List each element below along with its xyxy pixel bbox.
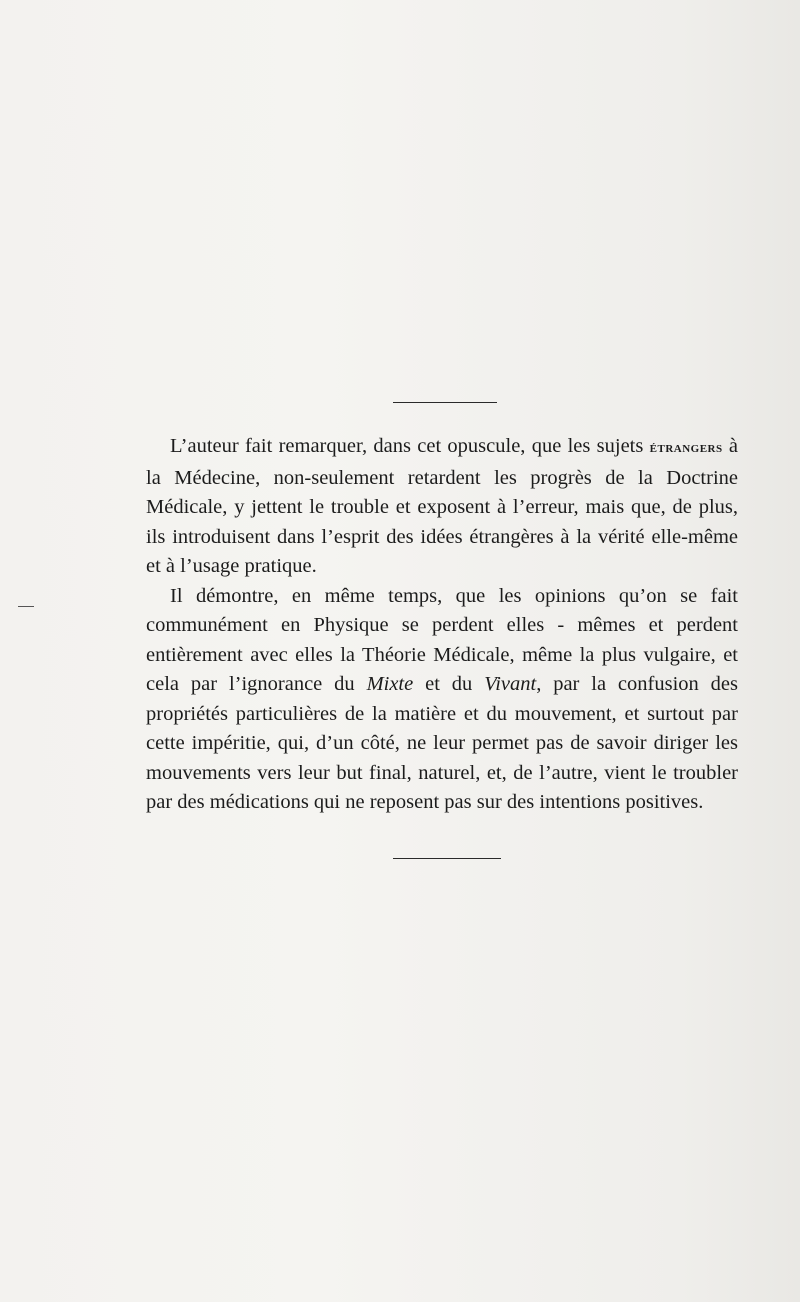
- paragraph-2-rest: , par la confusion des propriétés particulières de la matière et du mouvement, et surtout par cette impéritie, qui, d’un côté, ne leur permet pas de savoir diriger les mouvements vers leur but final, naturel, et, de l’autre, vient le troubler par des médications qui ne reposent pas sur des intentions positives.: [146, 673, 738, 813]
- italic-vivant: Vivant: [484, 673, 537, 695]
- paragraph-1: [146, 432, 738, 582]
- bottom-divider-rule: [393, 858, 501, 859]
- margin-mark: [18, 606, 34, 607]
- paragraph-1-start: L’auteur fait remarquer, dans cet opuscule, que les sujets: [170, 435, 644, 457]
- paragraph-1-rest: à la Médecine, non-seulement retardent les progrès de la Doctrine Médicale, y jettent le trouble et exposent à l’erreur, mais que, de plus, ils introduisent dans l’esprit des idées étrangères à la vérité elle-même et à l’usage pratique.: [146, 435, 738, 577]
- paragraph-2: [146, 582, 738, 818]
- paragraph-2-start: Il démontre, en même temps, que les opinions qu’on se fait communément en Physique se perdent elles - mêmes et perdent entièrement avec elles la Théorie Médicale, même la plus vulgaire, et cela par l’ignorance du: [146, 584, 738, 695]
- paragraph-2-join: et du: [413, 673, 485, 695]
- italic-mixte: Mixte: [366, 673, 414, 695]
- top-divider-rule: [393, 402, 497, 403]
- small-caps-word: étrangers: [649, 440, 723, 456]
- body-text: [146, 432, 738, 818]
